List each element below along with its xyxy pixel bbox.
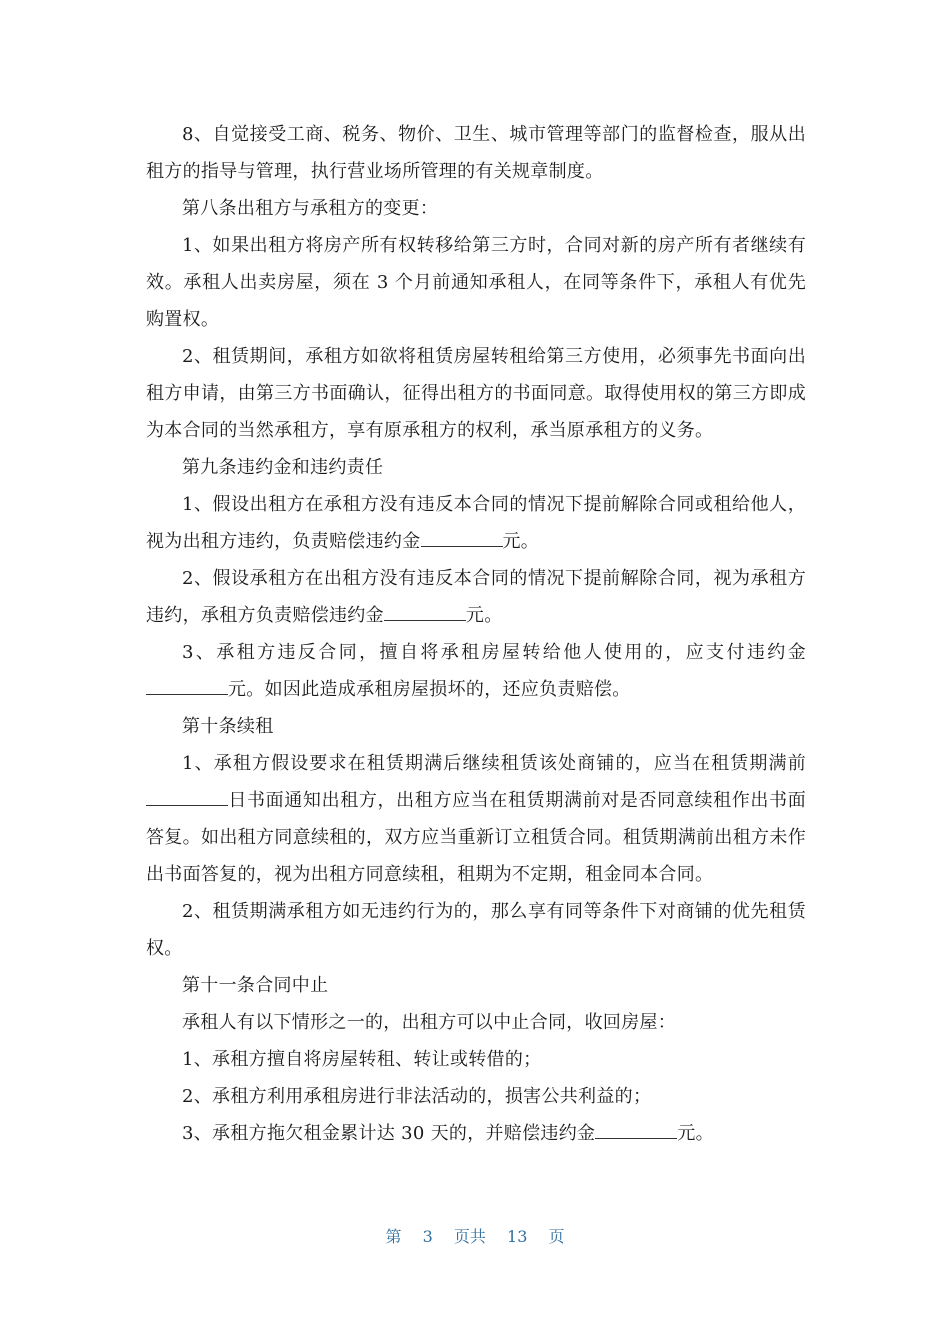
heading-text: 第十一条合同中止 bbox=[182, 975, 329, 996]
footer-suffix: 页 bbox=[548, 1227, 565, 1246]
heading-text: 第八条出租方与承租方的变更： bbox=[182, 198, 439, 219]
article-10-item-2 bbox=[146, 893, 806, 967]
fill-in-blank[interactable] bbox=[421, 530, 503, 547]
heading-text: 第十条续租 bbox=[182, 716, 274, 737]
paragraph-text: 元。如因此造成承租房屋损坏的，还应负责赔偿。 bbox=[228, 679, 631, 700]
paragraph-text: 元。 bbox=[502, 531, 540, 552]
article-8-item-1 bbox=[146, 227, 806, 338]
article-9-heading bbox=[146, 449, 806, 486]
footer-middle: 页共 bbox=[453, 1227, 486, 1246]
fill-in-blank[interactable] bbox=[146, 789, 228, 806]
paragraph-text: 3、承租方拖欠租金累计达 30 天的，并赔偿违约金 bbox=[182, 1123, 596, 1144]
paragraph-text: 1、如果出租方将房产所有权转移给第三方时，合同对新的房产所有者继续有效。承租人出卖房屋，须在 3 个月前通知承租人，在同等条件下，承租人有优先购置权。 bbox=[146, 235, 806, 330]
paragraph-text: 元。 bbox=[677, 1123, 714, 1144]
article-11-intro bbox=[146, 1004, 806, 1041]
article-10-heading bbox=[146, 708, 806, 745]
article-11-item-1 bbox=[146, 1041, 806, 1078]
heading-text: 第九条违约金和违约责任 bbox=[182, 457, 384, 478]
paragraph-text: 1、假设出租方在承租方没有违反本合同的情况下提前解除合同或租给他人，视为出租方违约，负责赔偿违约金 bbox=[146, 494, 806, 552]
total-page-count: 13 bbox=[507, 1227, 528, 1246]
current-page-number: 3 bbox=[422, 1227, 433, 1246]
footer-prefix: 第 bbox=[385, 1227, 402, 1246]
article-11-heading bbox=[146, 967, 806, 1004]
paragraph-text: 1、承租方假设要求在租赁期满后继续租赁该处商铺的，应当在租赁期满前 bbox=[182, 753, 806, 774]
document-body bbox=[146, 116, 806, 1152]
article-11-item-3 bbox=[146, 1115, 806, 1152]
paragraph-text: 承租人有以下情形之一的，出租方可以中止合同，收回房屋： bbox=[182, 1012, 677, 1033]
paragraph-text: 3、承租方违反合同，擅自将承租房屋转给他人使用的，应支付违约金 bbox=[182, 642, 806, 663]
fill-in-blank[interactable] bbox=[146, 678, 228, 695]
paragraph-text: 元。 bbox=[465, 605, 503, 626]
article-8-item-2 bbox=[146, 338, 806, 449]
article-9-item-3 bbox=[146, 634, 806, 708]
paragraph-text: 日书面通知出租方，出租方应当在租赁期满前对是否同意续租作出书面答复。如出租方同意续租的，双方应当重新订立租赁合同。租赁期满前出租方未作出书面答复的，视为出租方同意续租，租期为不定期，租金同本合同。 bbox=[146, 790, 806, 885]
fill-in-blank[interactable] bbox=[595, 1122, 677, 1139]
paragraph-text: 2、承租方利用承租房进行非法活动的，损害公共利益的； bbox=[182, 1086, 652, 1107]
paragraph-text: 2、假设承租方在出租方没有违反本合同的情况下提前解除合同，视为承租方违约，承租方负责赔偿违约金 bbox=[146, 568, 806, 626]
page-number-footer bbox=[0, 1224, 950, 1247]
article-11-item-2 bbox=[146, 1078, 806, 1115]
paragraph-text: 2、租赁期满承租方如无违约行为的，那么享有同等条件下对商铺的优先租赁权。 bbox=[146, 901, 806, 959]
article-9-item-1 bbox=[146, 486, 806, 560]
article-10-item-1 bbox=[146, 745, 806, 893]
clause-item-8 bbox=[146, 116, 806, 190]
article-8-heading bbox=[146, 190, 806, 227]
paragraph-text: 1、承租方擅自将房屋转租、转让或转借的； bbox=[182, 1049, 542, 1070]
fill-in-blank[interactable] bbox=[384, 604, 466, 621]
paragraph-text: 2、租赁期间，承租方如欲将租赁房屋转租给第三方使用，必须事先书面向出租方申请，由第三方书面确认，征得出租方的书面同意。取得使用权的第三方即成为本合同的当然承租方，享有原承租方的权利，承当原承租方的义务。 bbox=[146, 346, 806, 441]
article-9-item-2 bbox=[146, 560, 806, 634]
paragraph-text: 8、自觉接受工商、税务、物价、卫生、城市管理等部门的监督检查，服从出租方的指导与管理，执行营业场所管理的有关规章制度。 bbox=[146, 124, 806, 182]
